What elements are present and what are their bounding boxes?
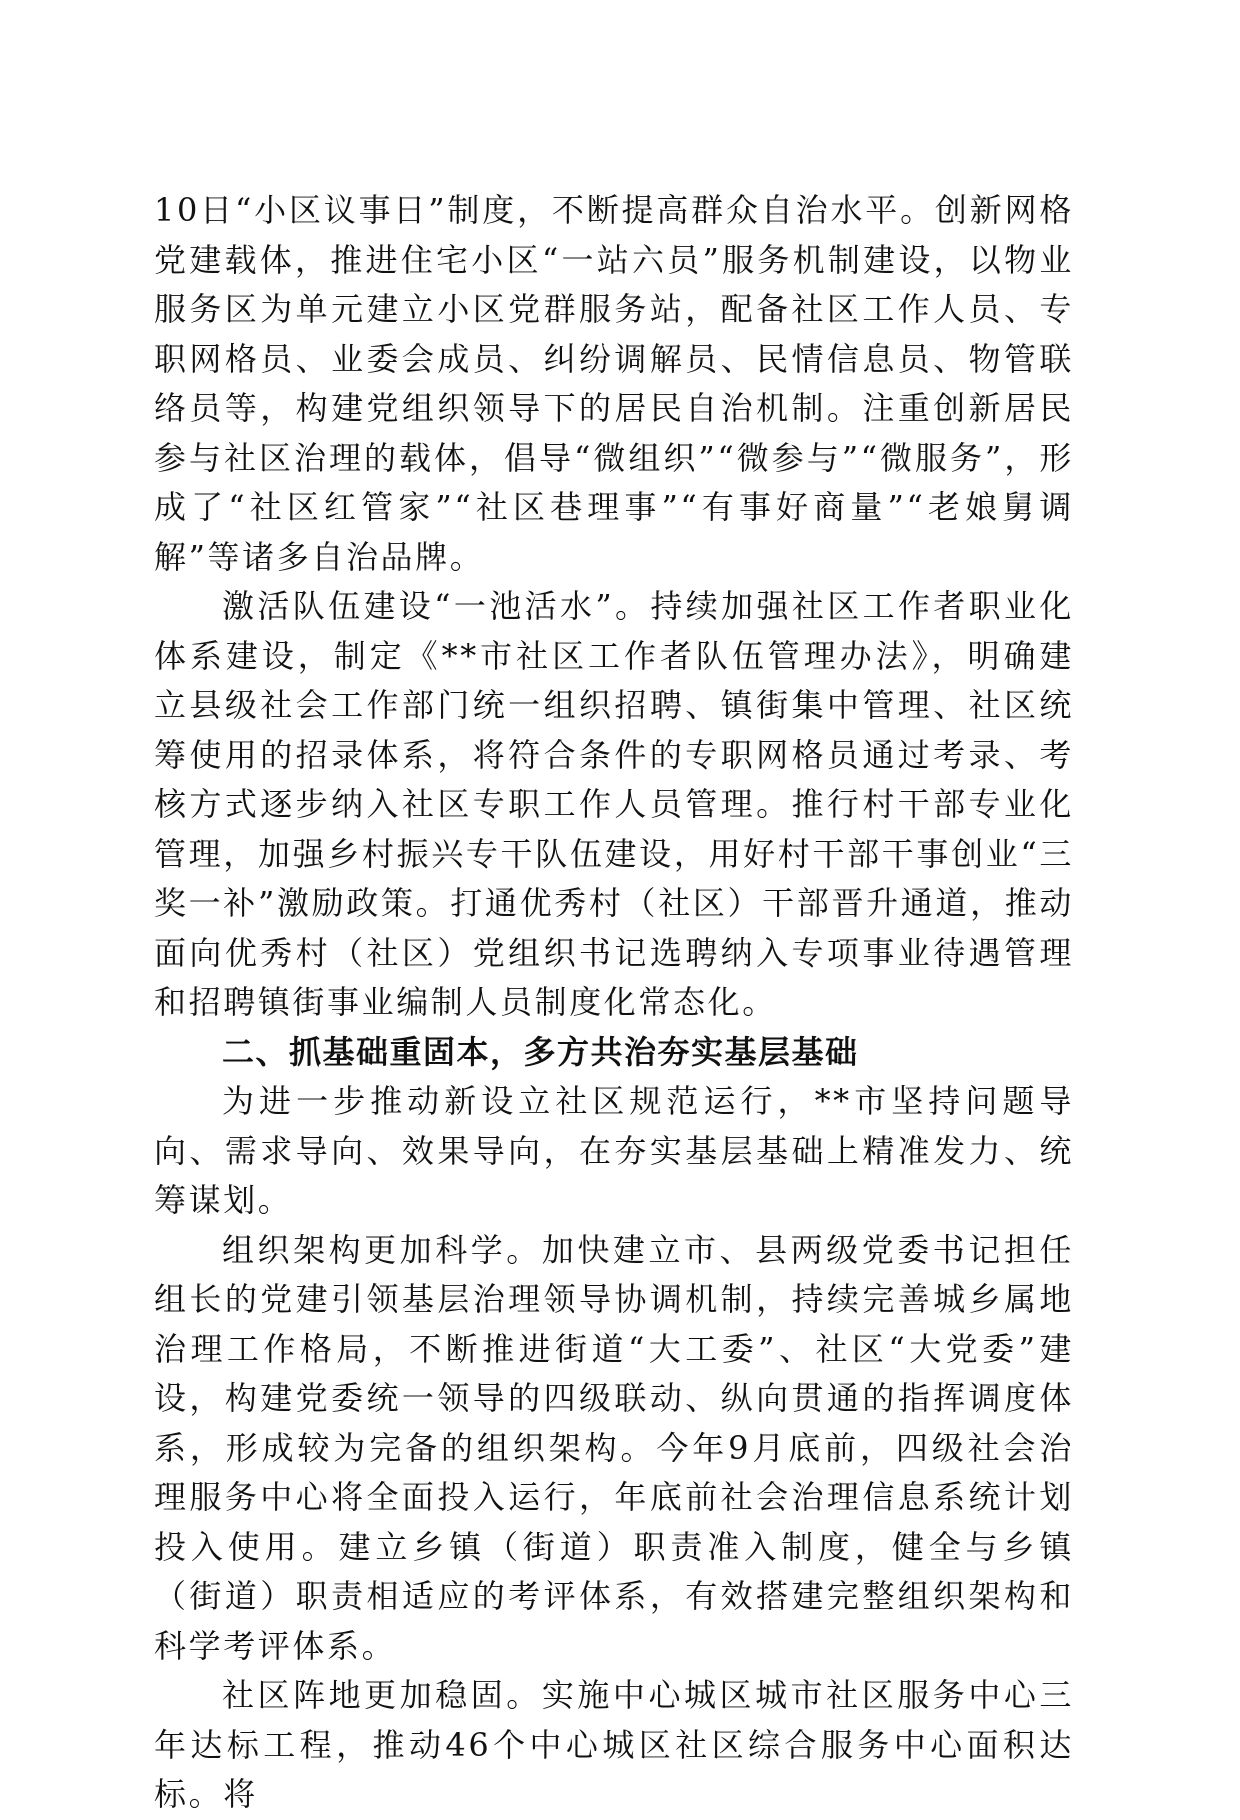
section-heading-2: 二、抓基础重固本，多方共治夯实基层基础 bbox=[222, 1032, 859, 1071]
paragraph-organizational-structure: 组织架构更加科学。加快建立市、县两级党委书记担任组长的党建引领基层治理领导协调机制，持续完善城乡属地治理工作格局，不断推进街道“大工委”、社区“大党委”建设，构建党委统一领导的四级联动、纵向贯通的指挥调度体系，形成较为完备的组织架构。今年9月底前，四级社会治理服务中心将全面投入运行，年底前社会治理信息系统计划投入使用。建立乡镇（街道）职责准入制度，健全与乡镇（街道）职责相适应的考评体系，有效搭建完整组织架构和科学考评体系。 bbox=[154, 1230, 1074, 1665]
paragraph-community-facilities: 社区阵地更加稳固。实施中心城区城市社区服务中心三年达标工程，推动46个中心城区社区综合服务中心面积达标。将 bbox=[154, 1676, 1074, 1813]
paragraph-section-intro: 为进一步推动新设立社区规范运行，**市坚持问题导向、需求导向、效果导向，在夯实基层基础上精准发力、统筹谋划。 bbox=[154, 1082, 1074, 1219]
paragraph-team-building: 激活队伍建设“一池活水”。持续加强社区工作者职业化体系建设，制定《**市社区工作者队伍管理办法》，明确建立县级社会工作部门统一组织招聘、镇街集中管理、社区统筹使用的招录体系，将符合条件的专职网格员通过考录、考核方式逐步纳入社区专职工作人员管理。推行村干部专业化管理，加强乡村振兴专干队伍建设，用好村干部干事创业“三奖一补”激励政策。打通优秀村（社区）干部晋升通道，推动面向优秀村（社区）党组织书记选聘纳入专项事业待遇管理和招聘镇街事业编制人员制度化常态化。 bbox=[154, 587, 1074, 1021]
document-body bbox=[154, 186, 1074, 1820]
paragraph-community-self-governance: 10日“小区议事日”制度，不断提高群众自治水平。创新网格党建载体，推进住宅小区“一站六员”服务机制建设，以物业服务区为单元建立小区党群服务站，配备社区工作人员、专职网格员、业委会成员、纠纷调解员、民情信息员、物管联络员等，构建党组织领导下的居民自治机制。注重创新居民参与社区治理的载体，倡导“微组织”“微参与”“微服务”，形成了“社区红管家”“社区巷理事”“有事好商量”“老娘舅调解”等诸多自治品牌。 bbox=[154, 191, 1074, 576]
